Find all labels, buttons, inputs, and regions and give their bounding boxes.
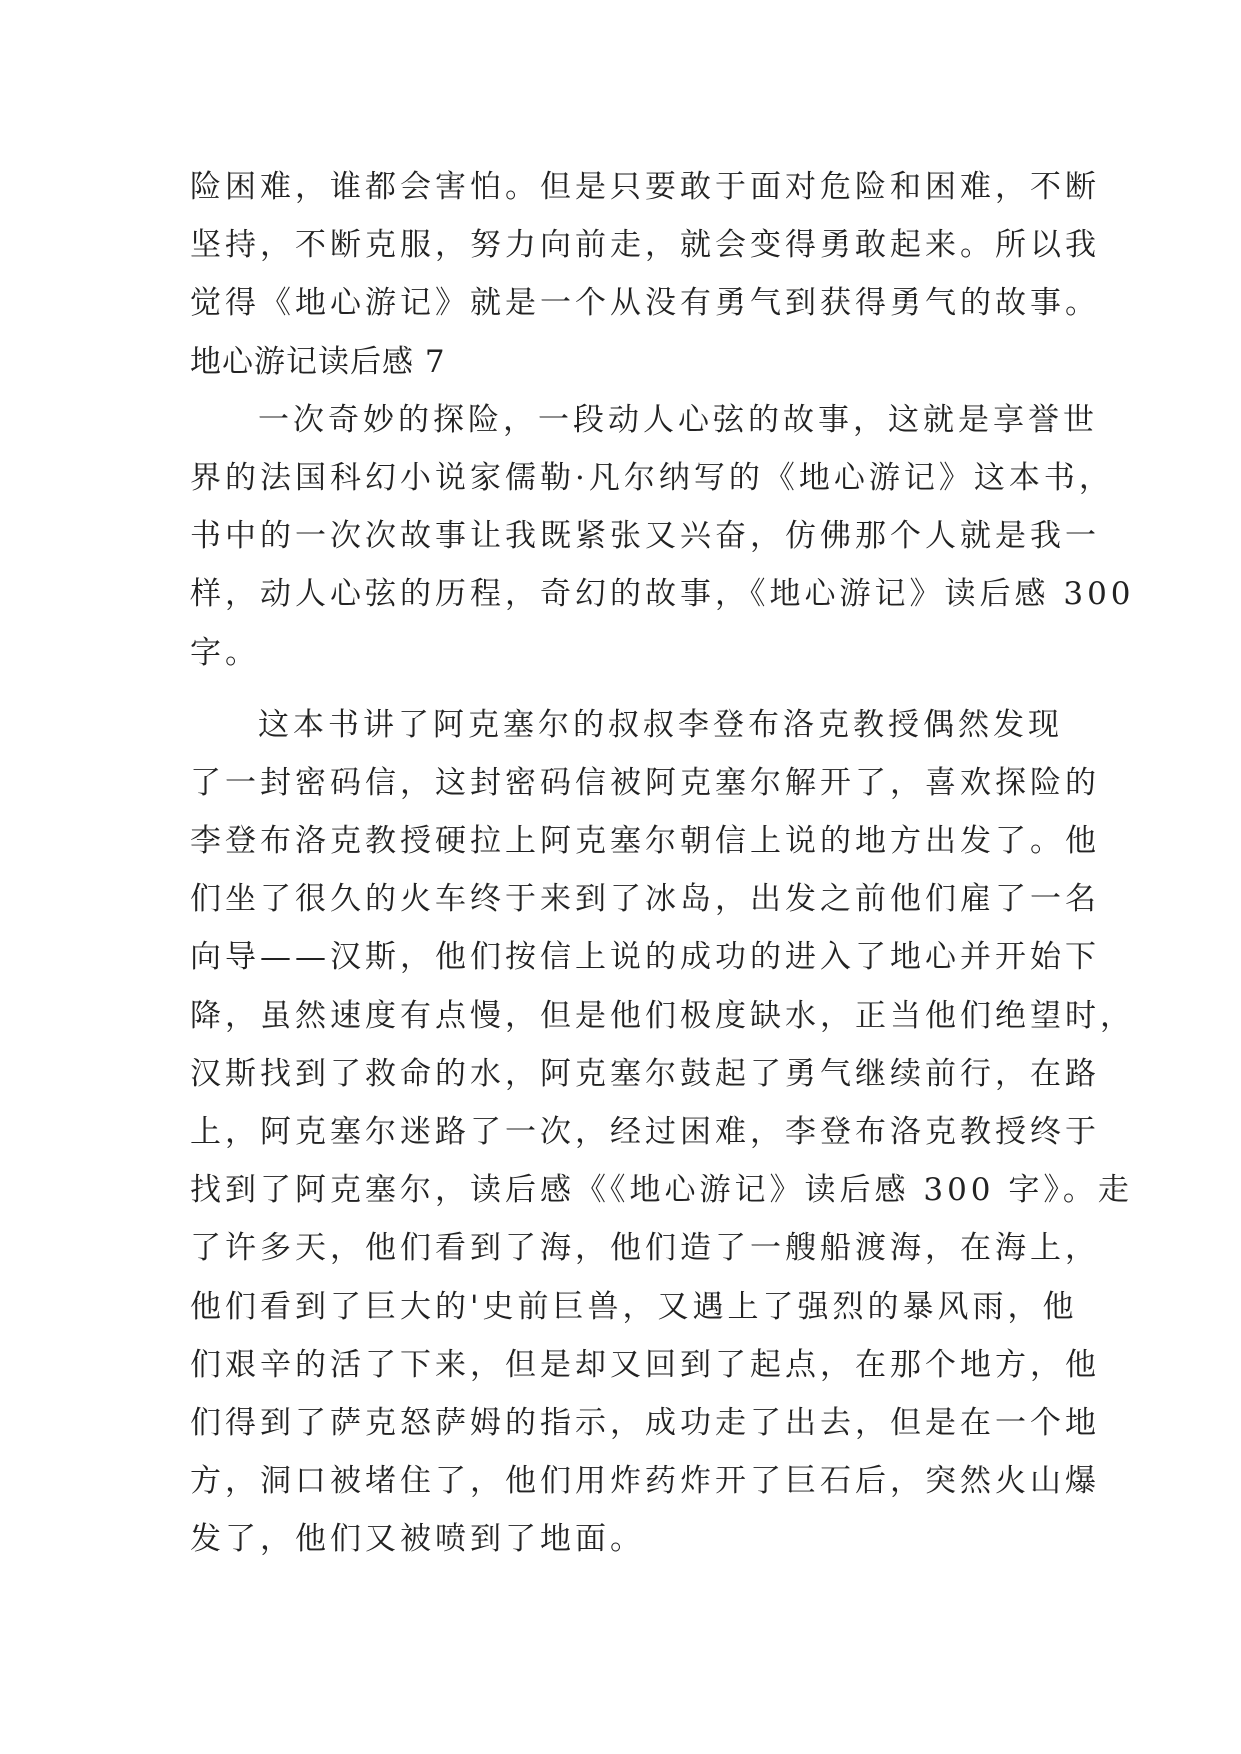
- continuation-line: 坚持，不断克服，努力向前走，就会变得勇敢起来。所以我: [190, 227, 1100, 264]
- paragraph-1-line: 书中的一次次故事让我既紧张又兴奋，仿佛那个人就是我一: [190, 518, 1100, 555]
- paragraph-2-line: 发了，他们又被喷到了地面。: [190, 1521, 645, 1558]
- paragraph-2-line: 找到了阿克塞尔，读后感《《地心游记》读后感 300 字》。走: [190, 1172, 1133, 1209]
- section-heading: 地心游记读后感 7: [190, 343, 446, 380]
- paragraph-1-line: 字。: [190, 634, 260, 671]
- paragraph-2-line: 了一封密码信，这封密码信被阿克塞尔解开了，喜欢探险的: [190, 764, 1100, 801]
- paragraph-2-line: 了许多天，他们看到了海，他们造了一艘船渡海，在海上，: [190, 1230, 1100, 1267]
- paragraph-1-line: 样，动人心弦的历程，奇幻的故事，《地心游记》读后感 300: [190, 576, 1135, 613]
- paragraph-2-line: 这本书讲了阿克塞尔的叔叔李登布洛克教授偶然发现: [258, 706, 1063, 743]
- paragraph-2-line: 们艰辛的活了下来，但是却又回到了起点，在那个地方，他: [190, 1346, 1100, 1383]
- paragraph-2-line: 上，阿克塞尔迷路了一次，经过困难，李登布洛克教授终于: [190, 1114, 1100, 1150]
- paragraph-gap: [190, 682, 1050, 696]
- paragraph-1-line: 界的法国科幻小说家儒勒·凡尔纳写的《地心游记》这本书，: [190, 459, 1114, 496]
- continuation-line: 觉得《地心游记》就是一个从没有勇气到获得勇气的故事。: [190, 285, 1100, 322]
- paragraph-2-line: 汉斯找到了救命的水，阿克塞尔鼓起了勇气继续前行，在路: [190, 1055, 1100, 1092]
- paragraph-2-line: 向导——汉斯，他们按信上说的成功的进入了地心并开始下: [190, 939, 1100, 976]
- continuation-line: 险困难，谁都会害怕。但是只要敢于面对危险和困难，不断: [190, 169, 1100, 205]
- paragraph-2-line: 们得到了萨克怒萨姆的指示，成功走了出去，但是在一个地: [190, 1404, 1100, 1441]
- paragraph-2-line: 李登布洛克教授硬拉上阿克塞尔朝信上说的地方出发了。他: [190, 823, 1100, 860]
- paragraph-2-line: 降，虽然速度有点慢，但是他们极度缺水，正当他们绝望时，: [190, 997, 1135, 1034]
- paragraph-2-line: 们坐了很久的火车终于来到了冰岛，出发之前他们雇了一名: [190, 881, 1100, 918]
- document-body: [190, 158, 1135, 1569]
- paragraph-1-line: 一次奇妙的探险，一段动人心弦的故事，这就是享誉世: [258, 401, 1098, 438]
- paragraph-2-line: 他们看到了巨大的'史前巨兽，又遇上了强烈的暴风雨，他: [190, 1288, 1078, 1325]
- paragraph-2-line: 方，洞口被堵住了，他们用炸药炸开了巨石后，突然火山爆: [190, 1463, 1100, 1500]
